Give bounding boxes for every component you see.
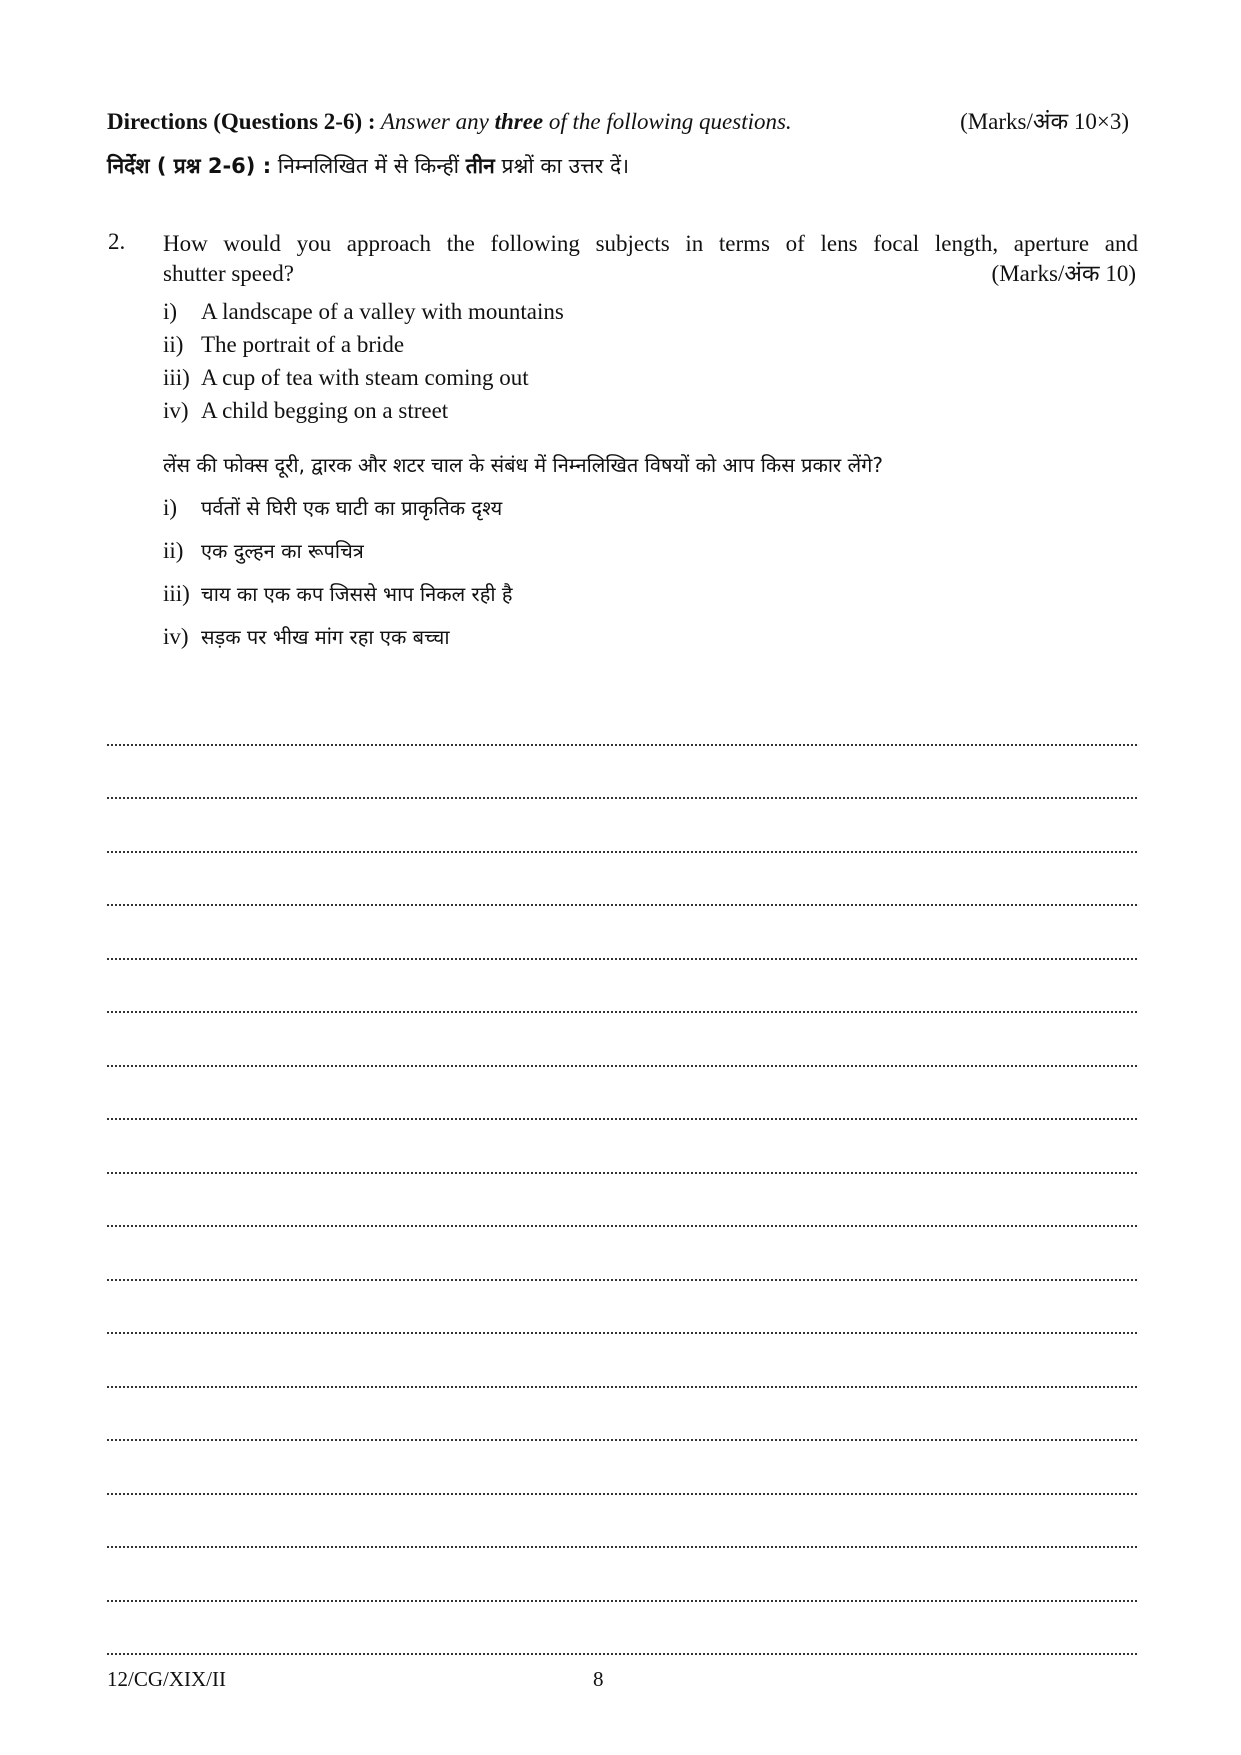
option-numeral: ii) xyxy=(163,538,184,563)
answer-line[interactable] xyxy=(107,746,1137,800)
directions-hindi-emphasis: तीन xyxy=(465,154,495,178)
answer-line[interactable] xyxy=(107,1227,1137,1281)
answer-line[interactable] xyxy=(107,1548,1137,1602)
option-text: A cup of tea with steam coming out xyxy=(201,365,529,390)
option-numeral: i) xyxy=(163,299,178,324)
option-en-1 xyxy=(163,298,564,326)
option-numeral: i) xyxy=(163,495,178,520)
directions-label: Directions (Questions 2-6) : xyxy=(107,109,376,134)
question-text-line2: shutter speed? xyxy=(163,261,294,286)
answer-line[interactable] xyxy=(107,1495,1137,1549)
option-text: A landscape of a valley with mountains xyxy=(201,299,564,324)
option-numeral: iv) xyxy=(163,398,189,423)
answer-line[interactable] xyxy=(107,853,1137,907)
answer-line[interactable] xyxy=(107,1441,1137,1495)
option-en-2 xyxy=(163,331,404,359)
question-marks: (Marks/अंक 10) xyxy=(991,261,1136,286)
answer-line[interactable] xyxy=(107,1281,1137,1335)
paper-code: 12/CG/XIX/II xyxy=(107,1667,226,1691)
answer-line[interactable] xyxy=(107,799,1137,853)
question-text-line1: How would you approach the following subjects in terms of lens focal length, aperture and xyxy=(163,231,1138,256)
option-text: एक दुल्हन का रूपचित्र xyxy=(201,539,364,563)
option-text: चाय का एक कप जिससे भाप निकल रही है xyxy=(201,582,513,606)
option-hi-4 xyxy=(163,623,450,651)
question-number: 2. xyxy=(108,229,126,254)
answer-line[interactable] xyxy=(107,1120,1137,1174)
option-numeral: iii) xyxy=(163,581,190,606)
section-marks: (Marks/अंक 10×3) xyxy=(960,109,1129,134)
answer-line[interactable] xyxy=(107,1067,1137,1121)
answer-line[interactable] xyxy=(107,692,1137,746)
answer-line[interactable] xyxy=(107,1174,1137,1228)
directions-emphasis: three xyxy=(494,109,544,134)
option-numeral: iii) xyxy=(163,365,190,390)
option-text: The portrait of a bride xyxy=(201,332,405,357)
directions-english xyxy=(107,108,792,136)
option-hi-1 xyxy=(163,494,502,522)
option-hi-3 xyxy=(163,580,512,608)
option-text: पर्वतों से घिरी एक घाटी का प्राकृतिक दृश्य xyxy=(201,496,503,520)
directions-hindi-label: निर्देश ( प्रश्न 2-6) : xyxy=(107,154,272,178)
answer-line[interactable] xyxy=(107,1602,1137,1656)
answer-line[interactable] xyxy=(107,960,1137,1014)
answer-line[interactable] xyxy=(107,1388,1137,1442)
answer-line[interactable] xyxy=(107,1334,1137,1388)
option-text: सड़क पर भीख मांग रहा एक बच्चा xyxy=(201,625,450,649)
option-en-3 xyxy=(163,364,529,392)
answer-area[interactable] xyxy=(107,692,1137,1655)
directions-hindi xyxy=(107,152,629,180)
answer-line[interactable] xyxy=(107,1013,1137,1067)
option-en-4 xyxy=(163,397,448,425)
option-text: A child begging on a street xyxy=(201,398,449,423)
directions-hindi-text-2: प्रश्नों का उत्तर दें। xyxy=(494,154,630,178)
option-numeral: ii) xyxy=(163,332,184,357)
directions-hindi-text-1: निम्नलिखित में से किन्हीं xyxy=(271,154,466,178)
directions-text-2: of the following questions. xyxy=(543,109,792,134)
option-hi-2 xyxy=(163,537,364,565)
page-number: 8 xyxy=(593,1667,604,1691)
answer-line[interactable] xyxy=(107,906,1137,960)
question-text-hindi: लेंस की फोक्स दूरी, द्वारक और शटर चाल के संबंध में निम्नलिखित विषयों को आप किस प्रकार लेंगे? xyxy=(163,453,884,477)
option-numeral: iv) xyxy=(163,624,189,649)
directions-text-1: Answer any xyxy=(375,109,495,134)
